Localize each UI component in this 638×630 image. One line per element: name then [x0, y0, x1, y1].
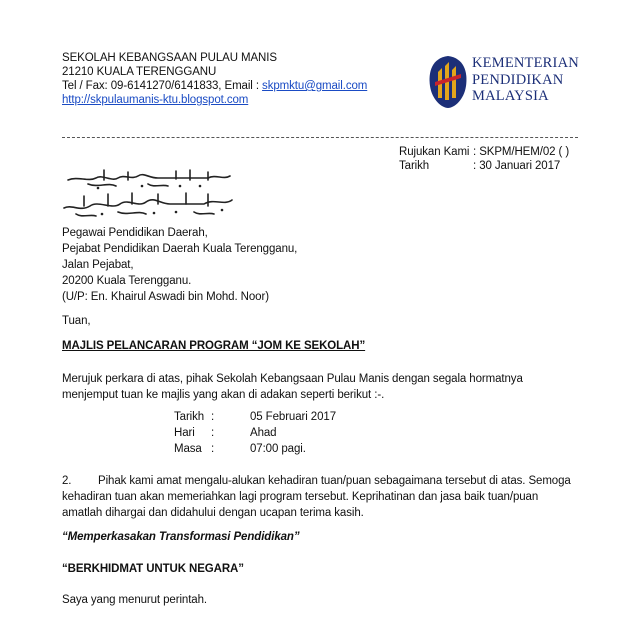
date-value: : 30 Januari 2017 — [473, 160, 561, 172]
paragraph-2-number: 2. — [62, 475, 72, 487]
salutation: Tuan, — [62, 315, 91, 327]
reference-label: Rujukan Kami — [399, 146, 470, 158]
recipient-line-5: (U/P: En. Khairul Aswadi bin Mohd. Noor) — [62, 291, 269, 303]
paragraph-1-line-1: Merujuk perkara di atas, pihak Sekolah Kebangsaan Pulau Manis dengan segala hormatnya — [62, 373, 523, 385]
detail-value-time: 07:00 pagi. — [250, 443, 306, 455]
ministry-emblem-icon — [426, 52, 470, 110]
tel-fax-label: Tel / Fax: 09-6141270/6141833, Email : — [62, 80, 263, 92]
motto-transformation: “Memperkasakan Transformasi Pendidikan” — [62, 531, 300, 543]
detail-label-day: Hari — [174, 427, 195, 439]
paragraph-2-line-2: kehadiran tuan akan memeriahkan lagi program tersebut. Keprihatinan dan jasa baik tuan/puan — [62, 491, 539, 503]
detail-label-time: Masa — [174, 443, 202, 455]
detail-colon-day: : — [211, 427, 215, 439]
website-link[interactable]: http://skpulaumanis-ktu.blogspot.com — [62, 94, 249, 106]
paragraph-2-line-3: amatlah dihargai dan didahului dengan ucapan terima kasih. — [62, 507, 364, 519]
letter-subject: MAJLIS PELANCARAN PROGRAM “JOM KE SEKOLAH” — [62, 340, 366, 352]
recipient-line-1: Pegawai Pendidikan Daerah, — [62, 227, 208, 239]
recipient-line-3: Jalan Pejabat, — [62, 259, 134, 271]
ministry-name — [472, 55, 579, 105]
recipient-line-2: Pejabat Pendidikan Daerah Kuala Terengganu, — [62, 243, 298, 255]
date-label: Tarikh — [399, 160, 430, 172]
school-name: SEKOLAH KEBANGSAAN PULAU MANIS — [62, 52, 277, 64]
detail-colon-date: : — [211, 411, 215, 423]
ministry-name-line3: MALAYSIA — [472, 88, 549, 104]
school-address: 21210 KUALA TERENGGANU — [62, 66, 217, 78]
bismillah-salam-calligraphy — [58, 166, 238, 226]
paragraph-2-line-1: Pihak kami amat mengalu-alukan kehadiran tuan/puan sebagaimana tersebut di atas. Semoga — [98, 475, 571, 487]
header-divider — [62, 137, 578, 138]
closing-line: Saya yang menurut perintah. — [62, 594, 207, 606]
ministry-logo — [426, 52, 586, 112]
detail-value-day: Ahad — [250, 427, 277, 439]
ministry-name-line1: KEMENTERIAN — [472, 55, 579, 71]
ministry-name-line2: PENDIDIKAN — [472, 71, 564, 88]
reference-value: : SKPM/HEM/02 ( ) — [473, 146, 570, 158]
detail-value-date: 05 Februari 2017 — [250, 411, 336, 423]
contact-line — [62, 79, 367, 93]
motto-serve-nation: “BERKHIDMAT UNTUK NEGARA” — [62, 563, 244, 575]
recipient-line-4: 20200 Kuala Terengganu. — [62, 275, 192, 287]
paragraph-1-line-2: menjemput tuan ke majlis yang akan di adakan seperti berikut :-. — [62, 389, 385, 401]
detail-colon-time: : — [211, 443, 215, 455]
detail-label-date: Tarikh — [174, 411, 205, 423]
email-link[interactable]: skpmktu@gmail.com — [262, 80, 368, 92]
